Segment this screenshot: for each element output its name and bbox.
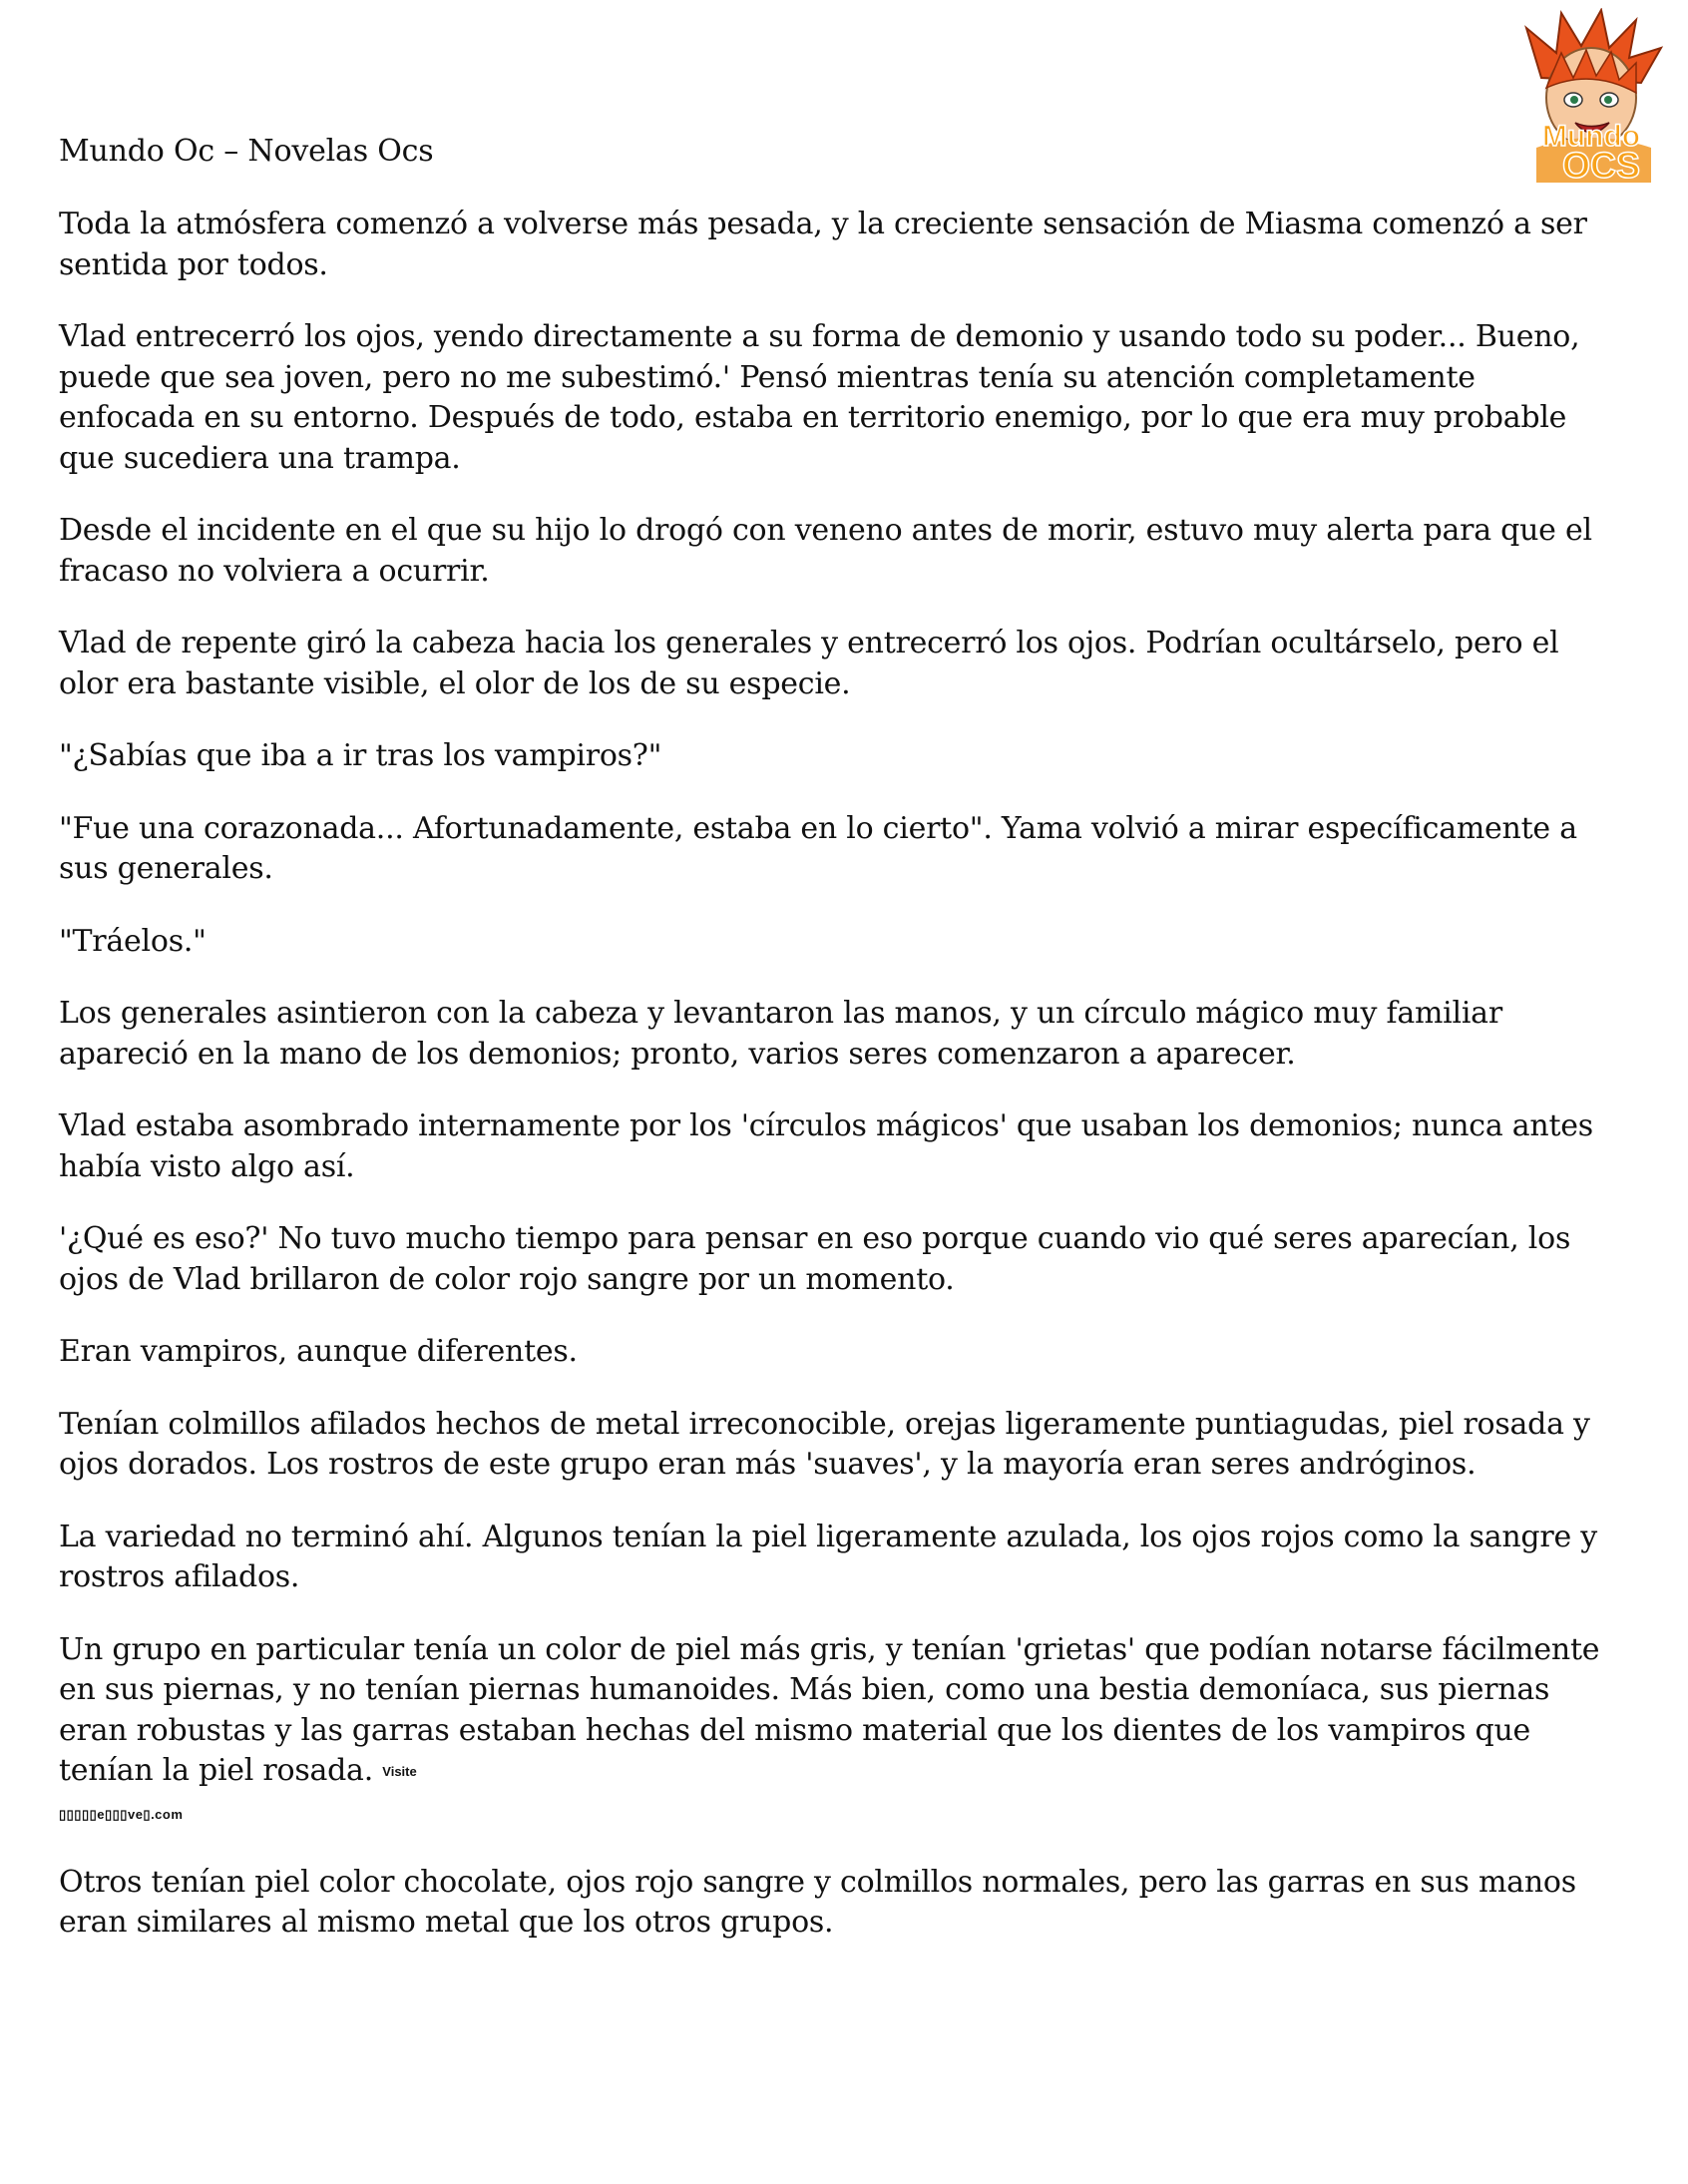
logo-character-icon (1501, 8, 1681, 183)
paragraph: La variedad no terminó ahí. Algunos tenían la piel ligeramente azulada, los ojos rojos como la sangre y rostros afilados. (59, 1519, 1597, 1594)
logo-text-bottom: OCS (1561, 145, 1641, 183)
paragraph: Tenían colmillos afilados hechos de metal irreconocible, orejas ligeramente puntiagudas, piel rosada y ojos dorados. Los rostros de este grupo eran más 'suaves', y la mayoría eran seres andróginos. (59, 1406, 1590, 1482)
paragraph: Vlad estaba asombrado internamente por los 'círculos mágicos' que usaban los demonios; nunca antes había visto algo así. (59, 1108, 1593, 1184)
watermark-url: ▯▯▯▯▯e▯▯▯ve▯.com (59, 1806, 184, 1822)
document-body (59, 205, 1615, 1975)
paragraph: Eran vampiros, aunque diferentes. (59, 1334, 578, 1369)
mundo-ocs-logo (1501, 8, 1681, 183)
paragraph: Los generales asintieron con la cabeza y levantaron las manos, y un círculo mágico muy familiar apareció en la mano de los demonios; pronto, varios seres comenzaron a aparecer. (59, 996, 1502, 1072)
paragraph: Desde el incidente en el que su hijo lo drogó con veneno antes de morir, estuvo muy alerta para que el fracaso no volviera a ocurrir. (59, 513, 1592, 589)
paragraph: "Fue una corazonada... Afortunadamente, estaba en lo cierto". Yama volvió a mirar específicamente a sus generales. (59, 810, 1577, 886)
paragraph-with-watermark (59, 1630, 1615, 1797)
watermark-visite: Visite (382, 1764, 417, 1779)
paragraph: "¿Sabías que iba a ir tras los vampiros?" (59, 738, 662, 773)
paragraph-text: Un grupo en particular tenía un color de piel más gris, y tenían 'grietas' que podían notarse fácilmente en sus piernas, y no tenían piernas humanoides. Más bien, como una bestia demoníaca, sus piernas eran robustas y las garras estaban hechas del mismo material que los dientes de los vampiros que tenían la piel rosada. (59, 1631, 1600, 1788)
paragraph: Toda la atmósfera comenzó a volverse más pesada, y la creciente sensación de Miasma comenzó a ser sentida por todos. (59, 207, 1587, 282)
paragraph: Vlad entrecerró los ojos, yendo directamente a su forma de demonio y usando todo su poder... Bueno, puede que sea joven, pero no me subestimó.' Pensó mientras tenía su atención completamente enfocada en su entorno. Después de todo, estaba en territorio enemigo, por lo que era muy probable que sucediera una trampa. (59, 319, 1580, 476)
page-header: Mundo Oc – Novelas Ocs (59, 134, 434, 169)
logo-text-top: Mundo (1541, 120, 1641, 153)
paragraph: "Tráelos." (59, 923, 207, 959)
paragraph: Otros tenían piel color chocolate, ojos rojo sangre y colmillos normales, pero las garras en sus manos eran similares al mismo metal que los otros grupos. (59, 1864, 1576, 1940)
paragraph: '¿Qué es eso?' No tuvo mucho tiempo para pensar en eso porque cuando vio qué seres aparecían, los ojos de Vlad brillaron de color rojo sangre por un momento. (59, 1221, 1571, 1297)
paragraph: Vlad de repente giró la cabeza hacia los generales y entrecerró los ojos. Podrían ocultárselo, pero el olor era bastante visible, el olor de los de su especie. (59, 626, 1559, 701)
